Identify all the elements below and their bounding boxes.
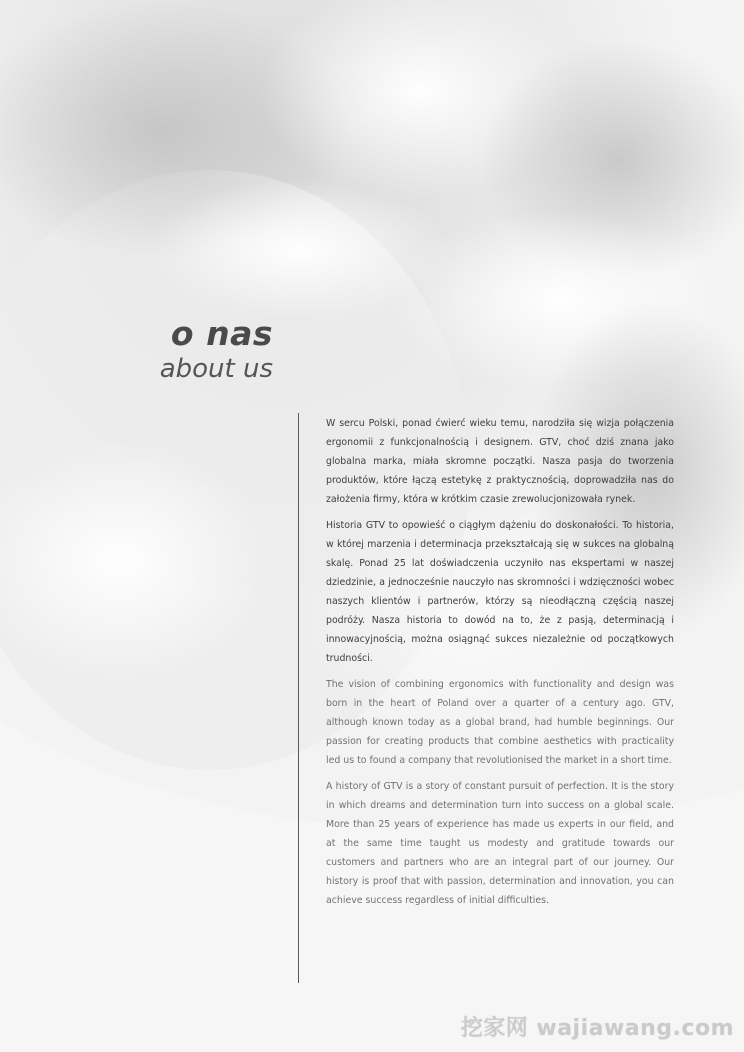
page-title-polish: o nas	[170, 314, 273, 353]
body-text-column	[326, 414, 674, 917]
paragraph-english-2: A history of GTV is a story of constant pursuit of perfection. It is the story in which dreams and determination turn into success on a global scale. More than 25 years of experience has made us experts in our field, and at the same time taught us modesty and gratitude towards our customers and partners who are an integral part of our journey. Our history is proof that with passion, determination and innovation, you can achieve success regardless of initial difficulties.	[326, 781, 674, 906]
vertical-divider	[298, 413, 299, 983]
paragraph-polish-2: Historia GTV to opowieść o ciągłym dążeniu do doskonałości. To historia, w której marzenia i determinacja przekształcają się w sukces na globalną skalę. Ponad 25 lat doświadczenia uczyniło nas ekspertami w naszej dziedzinie, a jednocześnie nauczyło nas skromności i wdzięczności wobec naszych klientów i partnerów, którzy są nieodłączną częścią naszej podróży. Nasza historia to dowód na to, że z pasją, determinacją i innowacyjnością, można osiągnąć sukces niezależnie od początkowych trudności.	[326, 520, 674, 664]
paragraph-polish-1: W sercu Polski, ponad ćwierć wieku temu, narodziła się wizja połączenia ergonomii z funkcjonalnością i designem. GTV, choć dziś znana jako globalna marka, miała skromne początki. Nasza pasja do tworzenia produktów, które łączą estetykę z praktycznością, doprowadziła nas do założenia firmy, która w krótkim czasie zrewolucjonizowała rynek.	[326, 418, 674, 505]
heading-block	[160, 312, 273, 384]
watermark-text: 挖家网 wajiawang.com	[460, 1016, 734, 1041]
page-title-english: about us	[159, 354, 273, 384]
paragraph-english-1: The vision of combining ergonomics with functionality and design was born in the heart of Poland over a quarter of a century ago. GTV, although known today as a global brand, had humble beginnings. Our passion for creating products that combine aesthetics with practicality led us to found a company that revolutionised the market in a short time.	[326, 679, 674, 766]
